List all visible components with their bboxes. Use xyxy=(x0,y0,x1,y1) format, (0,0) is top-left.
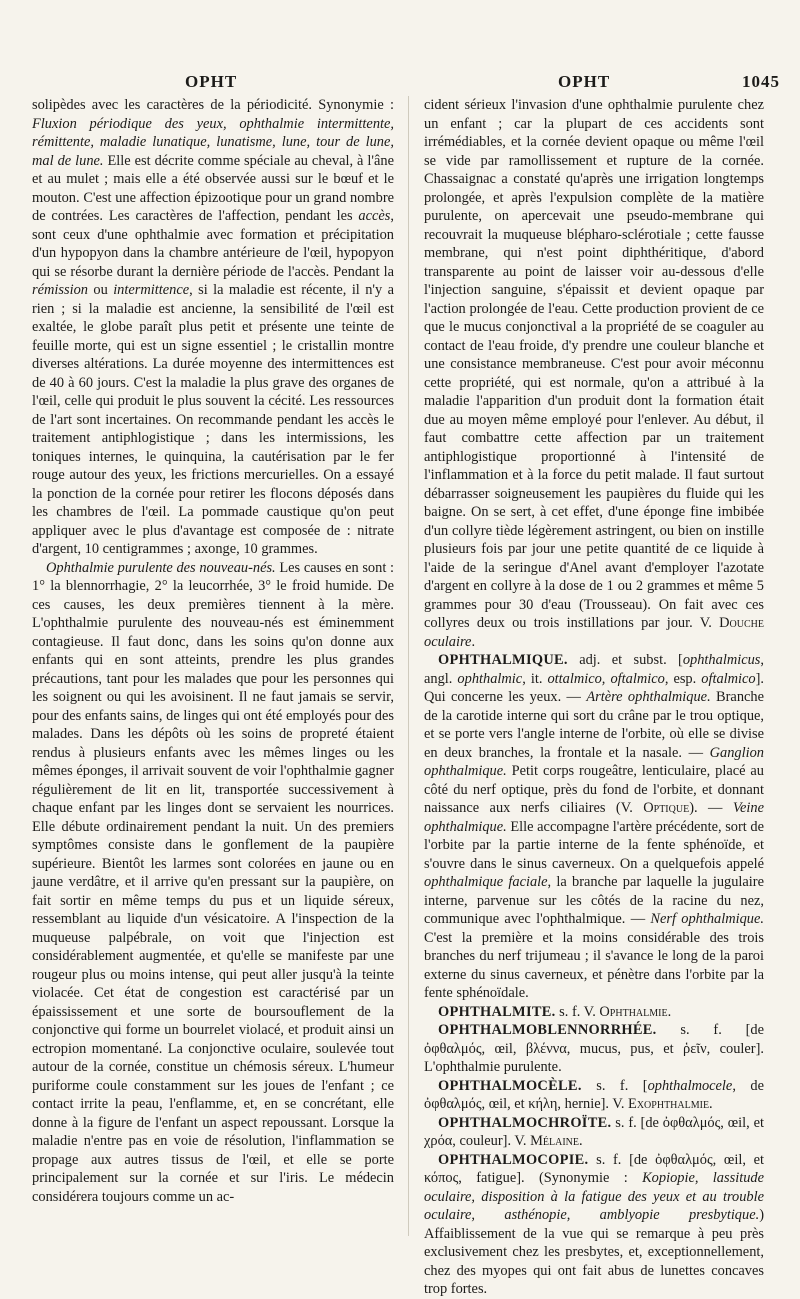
text-run: , sont ceux d'une ophthalmie avec formation et précipitation d'un hypopyon dans la chambre antérieure de l'œil, hypopyon qui se résorbe durant la dernière période de l'accès. Pendant la xyxy=(32,208,394,280)
italic-term: ophthalmic xyxy=(457,670,523,687)
headword: OPHTHALMOCÈLE. xyxy=(438,1077,582,1094)
italic-term: accès xyxy=(358,208,391,224)
subentry-title: Ophthalmie purulente des nouveau-nés. xyxy=(46,559,276,576)
cross-reference: Optique xyxy=(643,800,690,816)
entry-ophthalmochroite xyxy=(424,1114,764,1151)
column-divider xyxy=(408,96,409,1236)
text-run: , la branche par laquelle la jugulaire interne, parvenue sur les côtés de la racine du nez, communique avec l'ophthalmique. — xyxy=(424,874,764,927)
italic-term: oculaire xyxy=(424,633,472,650)
text-run: ). — xyxy=(689,800,733,816)
text-run: , esp. xyxy=(664,670,702,687)
paragraph-periodic-ophthalmia xyxy=(32,96,394,559)
italic-term: Ganglion ophthalmique. xyxy=(424,744,764,779)
italic-term: ophthalmicus xyxy=(682,652,761,668)
text-run: s. f. [de ὀφθαλμός, œil, et χρόα, couleur]. V. xyxy=(424,1114,764,1149)
text-run: , de ὀφθαλμός, œil, et κήλη, hernie]. V. xyxy=(424,1077,764,1112)
headword: OPHTHALMOBLENNORRHÉE. xyxy=(438,1022,657,1038)
page-header xyxy=(0,72,800,96)
entry-ophthalmite xyxy=(424,1003,764,1022)
page-number: 1045 xyxy=(742,72,780,91)
italic-term: ophthalmocele xyxy=(647,1077,733,1094)
text-run: Les causes en sont : 1° la blennorrhagie, 2° la leucorrhée, 3° le froid humide. De ces causes, les deux premières tiennent à la mère. L'ophthalmie purulente des nouveau-nés est éminemment contagieuse. Il faut donc, dans les soins qu'on donne aux enfants qui en sont atteints, prendre les plus grandes précautions, tant pour les malades que pour les personnes qui les soignent ou qui les avoisinent. Il ne faut jamais se servir, pour des enfants sains, de linges qui ont été employés pour des malades. Dans les dépôts où les soins de propreté étaient rendus à plusieurs enfants avec les mêmes linges ou les mêmes éponges, il arrivait souvent de voir l'ophthalmie gagner régulièrement de lit en lit, transportée successivement à chaque enfant par les linges dont se servaient les nourrices. Elle débute ordinairement pendant la nuit. Un des premiers symptômes consiste dans le gonflement de la paupière supérieure. Bientôt les larmes sont colorées en jaune ou en jaune verdâtre, et il arrive qu'en pressant sur la paupière, on fait sortir en même temps du pus et un liquide séreux, ressemblant au liquide d'un vésicatoire. A l'inspection de la muqueuse palpébrale, on voit que l'injection est considérablement augmentée, et qu'elle se manifeste par une rougeur plus ou moins intense, qui peut aller jusqu'à la teinte violacée. Cet état de congestion est caractérisé par un épaississement et une sorte de boursouflement de la conjonctive qui forme un bourrelet violacé, et produit ainsi un ectropion momentané. La conjonctive oculaire, soulevée tout autour de la cornée, constitue un chémosis séreux. L'humeur puriforme coule constamment sur les joues de l'enfant ; ce contact irrite la peau, l'enflamme, et, en se concrétant, elle donne à la figure de l'enfant un aspect repoussant. Lorsque la maladie n'entre pas en voie de résolution, l'inflammation se propage aux autres tissus de l'œil, et elle se porte principalement sur la cornée et sur l'iris. Le médecin considérera toujours comme un ac- xyxy=(32,559,394,1205)
headword: OPHTHALMOCHROÏTE. xyxy=(438,1114,612,1131)
cross-reference: Ophthalmie. xyxy=(599,1003,672,1020)
cross-reference: Exophthalmie. xyxy=(628,1096,713,1112)
left-column xyxy=(32,96,394,1206)
italic-term: Veine ophthalmique. xyxy=(424,800,764,835)
text-run: , it. xyxy=(522,670,548,687)
cross-reference: Douche xyxy=(719,615,764,631)
paragraph-continued: cident sérieux l'invasion d'une ophthalmie purulente chez un enfant ; car la plupart de ces accidents sont irrémédiables, et la cornée devient opaque ou même l'œil se vide par ramollissement et rupture de la cornée. Chassaignac a constaté qu'après une irrigation longtemps prolongée, et après l'expulsion complète de la matière purulente, on apercevait une pseudo-membrane qui recouvrait la muqueuse blépharo-sclérotiale ; cette fausse membrane, qui n'est point diphthéritique, d'abord transparente au point de laisser voir au-dessous d'elle l'injection sanguine, s'épaissit et devient opaque par l'action prolongée de l'eau. Cette production provient de ce que le mucus conjonctival a la propriété de se coaguler au contact de l'eau froide, d'y prendre une couleur blanche et une consistance membraneuse. C'est pour avoir méconnu cette propriété, qui est normale, qu'on a attribué à la maladie l'apparition d'un produit dont la formation était due au moyen même employé pour l'enlever. Au début, il faut combattre cette affection par un traitement antiphlogistique proportionné à l'intensité de l'inflammation et à la force du petit malade. Il faut surtout débarrasser soigneusement les paupières du fluide qui les baigne. On se sert, à cet effet, d'une éponge fine imbibée d'un collyre tiède légèrement astringent, ou bien on instille plusieurs fois par jour une petite quantité de ce liquide à l'aide de la seringue d'Anel avant d'employer l'azotate d'argent en collyre à la dose de 1 ou 2 grammes et même 5 grammes pour 30 d'eau (Trousseau). On fait avec ces collyres deux ou trois instillations par jour. V. Douche oculaire. xyxy=(424,97,764,650)
text-run: adj. et subst. [ xyxy=(567,652,683,668)
text-run: , angl. xyxy=(424,652,764,687)
text-run: s. f. [de ὀφθαλμός, œil, et κόπος, fatigue]. (Synonymie : xyxy=(424,1151,764,1186)
text-run: s. f. [ xyxy=(581,1077,648,1094)
text-run: , si la maladie est récente, il n'y a rien ; si la maladie est ancienne, la sensibilité de l'œil est exaltée, le globe paraît plus petit et présente une teinte de feuille morte, qui est un signe essentiel ; le cristallin montre diverses altérations. La durée moyenne des intermittences est de 40 à 60 jours. C'est la maladie la plus grave des organes de l'œil, celle qui produit le plus souvent la cécité. Les ressources de l'art sont incertaines. On recommande pendant les accès le traitement antiphlogistique ; dans les intermissions, les toniques internes, le quinquina, la cautérisation par le fer rouge autour des yeux, les frictions mercurielles. On a essayé la ponction de la cornée pour retirer les flocons déposés dans les chambres de l'œil. La pommade caustique qu'on peut appliquer avec le plus d'avantage est composée de : nitrate d'argent, 10 centigrammes ; axonge, 10 grammes. xyxy=(32,282,394,557)
running-head-left: OPHT xyxy=(185,72,238,91)
italic-term: rémission xyxy=(32,282,88,298)
text-run: ) Affaiblissement de la vue qui se remarque à peu près exclusivement chez les presbytes, et, exceptionnellement, chez des myopes qui ont fait abus de lunettes concaves trop fortes. xyxy=(424,1207,764,1297)
text-run: Petit corps rougeâtre, lenticulaire, placé au côté du nerf optique, près du fond de l'orbite, et donnant naissance aux nerfs ciliaires (V. xyxy=(424,763,764,816)
text-run: Elle accompagne l'artère précédente, sort de l'orbite par la partie interne de la fente sphénoïde, et s'ouvre dans le sinus caverneux. On a quelquefois appelé xyxy=(424,818,764,872)
entry-ophthalmocele xyxy=(424,1077,764,1114)
italic-term: intermittence xyxy=(113,282,190,298)
italic-term: Nerf ophthalmique. xyxy=(650,911,764,927)
italic-term: ophthalmique faciale xyxy=(424,874,548,890)
synonymy-italic: Fluxion périodique des yeux, ophthalmie intermittente, rémittente, maladie lunatique, lunatisme, lune, tour de lune, mal de lune. xyxy=(32,115,394,169)
headword: OPHTHALMITE. xyxy=(438,1003,556,1020)
cross-reference: Mélaine. xyxy=(530,1133,583,1149)
text-run: ]. Qui concerne les yeux. — xyxy=(424,670,765,705)
text-run: Branche de la carotide interne qui sort du crâne par le trou optique, et se porte vers l'angle interne de l'orbite, où elle se divise en deux branches, la frontale et la nasale. — xyxy=(424,689,764,761)
synonymy-italic: Kopiopie, lassitude oculaire, disposition à la fatigue des yeux et au trouble oculaire, asthénopie, amblyopie presbytique. xyxy=(424,1170,764,1223)
entry-ophthalmocopie xyxy=(424,1151,764,1299)
text-run: s. f. V. xyxy=(555,1003,600,1020)
italic-term: oftalmico xyxy=(701,670,756,687)
text-run: ou xyxy=(87,282,114,298)
italic-term: Artère ophthalmique. xyxy=(586,689,711,705)
entry-ophthalmoblennorrhee xyxy=(424,1021,764,1077)
text-run: cident sérieux l'invasion d'une ophthalmie purulente chez un enfant ; car la plupart de ces accidents sont irrémédiables, et la cornée devient opaque ou même l'œil se vide par ramollissement et rupture de la cornée. Chassaignac a constaté qu'après une irrigation longtemps prolongée, et après l'expulsion complète de la matière purulente, on apercevait une pseudo-membrane qui recouvrait la muqueuse blépharo-sclérotiale ; cette fausse membrane, qui n'est point diphthéritique, d'abord transparente au point de laisser voir au-dessous d'elle l'injection sanguine, s'épaissit et devient opaque par l'action prolongée de l'eau. Cette production provient de ce que le mucus conjonctival a la propriété de se coaguler au contact de l'eau froide, d'y prendre une couleur blanche et une consistance membraneuse. C'est pour avoir méconnu cette propriété, qui est normale, qu'on a attribué à la maladie l'apparition d'un produit dont la formation était due au moyen même employé pour l'enlever. Au début, il faut combattre cette affection par un traitement antiphlogistique proportionné à l'intensité de l'inflammation et à la force du petit malade. Il faut surtout débarrasser soigneusement les paupières du fluide qui les baigne. On se sert, à cet effet, d'une éponge fine imbibée d'un collyre tiède légèrement astringent, ou bien on instille plusieurs fois par jour une petite quantité de ce liquide à l'aide de la seringue d'Anel avant d'employer l'azotate d'argent en collyre à la dose de 1 ou 2 grammes et même 5 grammes pour 30 d'eau (Trousseau). On fait avec ces collyres deux ou trois instillations par jour. V. xyxy=(424,97,764,631)
entry-ophthalmique xyxy=(424,651,764,1003)
running-head-right: OPHT xyxy=(558,72,611,91)
headword: OPHTHALMOCOPIE. xyxy=(438,1151,589,1168)
paragraph-purulent-ophthalmia xyxy=(32,559,394,1207)
headword: OPHTHALMIQUE. xyxy=(438,652,568,668)
right-column xyxy=(424,96,764,1299)
text-run: solipèdes avec les caractères de la périodicité. Synonymie : xyxy=(32,97,394,113)
text-run: C'est la première et la moins considérable des trois branches du nerf trijumeau ; il s'avance le long de la paroi externe du sinus caverneux, et pénètre dans l'orbite par la fente sphénoïdale. xyxy=(424,929,764,1001)
text-run: Elle est décrite comme spéciale au cheval, à l'âne et au mulet ; mais elle a été observée aussi sur le bœuf et le mouton. C'est une affection épizootique pour un grand nombre de contrées. Les caractères de l'affection, pendant les xyxy=(32,152,394,224)
text-run: s. f. [de ὀφθαλμός, œil, βλέννα, mucus, pus, et ῥεῖν, couler]. L'ophthalmie purulente. xyxy=(424,1022,764,1075)
italic-term: ottalmico, oftalmico xyxy=(547,670,665,687)
